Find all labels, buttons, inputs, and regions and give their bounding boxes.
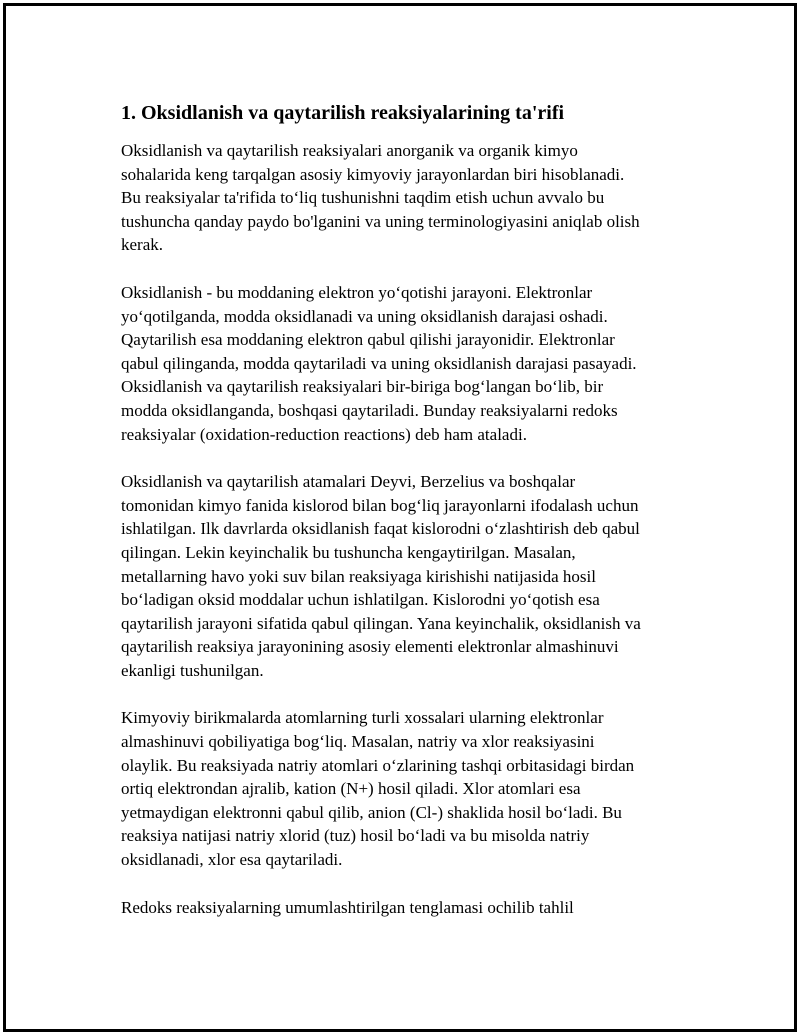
text-line: ekanligi tushunilgan. [121, 660, 264, 680]
text-line: reaksiya natijasi natriy xlorid (tuz) hosil bo‘ladi va bu misolda natriy [121, 826, 590, 846]
text-line: Kimyoviy birikmalarda atomlarning turli xossalari ularning elektronlar [121, 708, 604, 728]
text-line: ortiq elektrondan ajralib, kation (N+) hosil qiladi. Xlor atomlari esa [121, 779, 581, 799]
text-line: almashinuvi qobiliyatiga bog‘liq. Masalan, natriy va xlor reaksiyasini [121, 732, 595, 752]
paragraph-intro [121, 139, 691, 257]
text-line: ishlatilgan. Ilk davrlarda oksidlanish faqat kislorodni o‘zlashtirish deb qabul [121, 519, 640, 539]
section-heading: 1. Oksidlanish va qaytarilish reaksiyalarining ta'rifi [121, 102, 565, 124]
text-line: tomonidan kimyo fanida kislorod bilan bog‘liq jarayonlarni ifodalash uchun [121, 495, 639, 515]
text-line: Bu reaksiyalar ta'rifida to‘liq tushunishni taqdim etish uchun avvalo bu [121, 188, 605, 208]
text-line: metallarning havo yoki suv bilan reaksiyaga kirishishi natijasida hosil [121, 566, 596, 586]
paragraph-definition [121, 281, 691, 446]
text-line: Oksidlanish va qaytarilish reaksiyalari anorganik va organik kimyo [121, 141, 578, 160]
text-line: olaylik. Bu reaksiyada natriy atomlari o‘zlarining tashqi orbitasidagi birdan [121, 755, 635, 775]
page-frame [3, 3, 797, 1032]
text-line: Oksidlanish va qaytarilish atamalari Deyvi, Berzelius va boshqalar [121, 472, 576, 492]
text-line: qilingan. Lekin keyinchalik bu tushuncha kengaytirilgan. Masalan, [121, 542, 576, 562]
text-line: Oksidlanish - bu moddaning elektron yo‘qotishi jarayoni. Elektronlar [121, 282, 593, 302]
text-line: modda oksidlanganda, boshqasi qaytariladi. Bunday reaksiyalarni redoks [121, 400, 618, 420]
text-line: yetmaydigan elektronni qabul qilib, anion (Cl-) shaklida hosil bo‘ladi. Bu [121, 802, 622, 822]
text-line: sohalarida keng tarqalgan asosiy kimyoviy jarayonlardan biri hisoblanadi. [121, 164, 625, 184]
paragraph-example [121, 706, 691, 871]
text-line: yo‘qotilganda, modda oksidlanadi va uning oksidlanish darajasi oshadi. [121, 306, 608, 326]
paragraph-history [121, 470, 691, 682]
text-line: qaytarilish jarayoni sifatida qabul qilingan. Yana keyinchalik, oksidlanish va [121, 613, 641, 633]
text-line: qaytarilish reaksiya jarayonining asosiy elementi elektronlar almashinuvi [121, 637, 619, 657]
text-line: qabul qilinganda, modda qaytariladi va uning oksidlanish darajasi pasayadi. [121, 353, 637, 373]
document-body [121, 99, 691, 943]
paragraph-equation [121, 896, 691, 920]
text-line: Qaytarilish esa moddaning elektron qabul qilishi jarayonidir. Elektronlar [121, 330, 615, 350]
text-line: Redoks reaksiyalarning umumlashtirilgan tenglamasi ochilib tahlil [121, 897, 574, 917]
text-line: bo‘ladigan oksid moddalar uchun ishlatilgan. Kislorodni yo‘qotish esa [121, 590, 600, 610]
text-line: tushuncha qanday paydo bo'lganini va uning terminologiyasini aniqlab olish [121, 211, 640, 231]
text-line: oksidlanadi, xlor esa qaytariladi. [121, 850, 343, 870]
text-line: reaksiyalar (oxidation-reduction reactions) deb ham ataladi. [121, 424, 527, 444]
text-line: Oksidlanish va qaytarilish reaksiyalari bir-biriga bog‘langan bo‘lib, bir [121, 377, 604, 397]
text-line: kerak. [121, 235, 164, 255]
